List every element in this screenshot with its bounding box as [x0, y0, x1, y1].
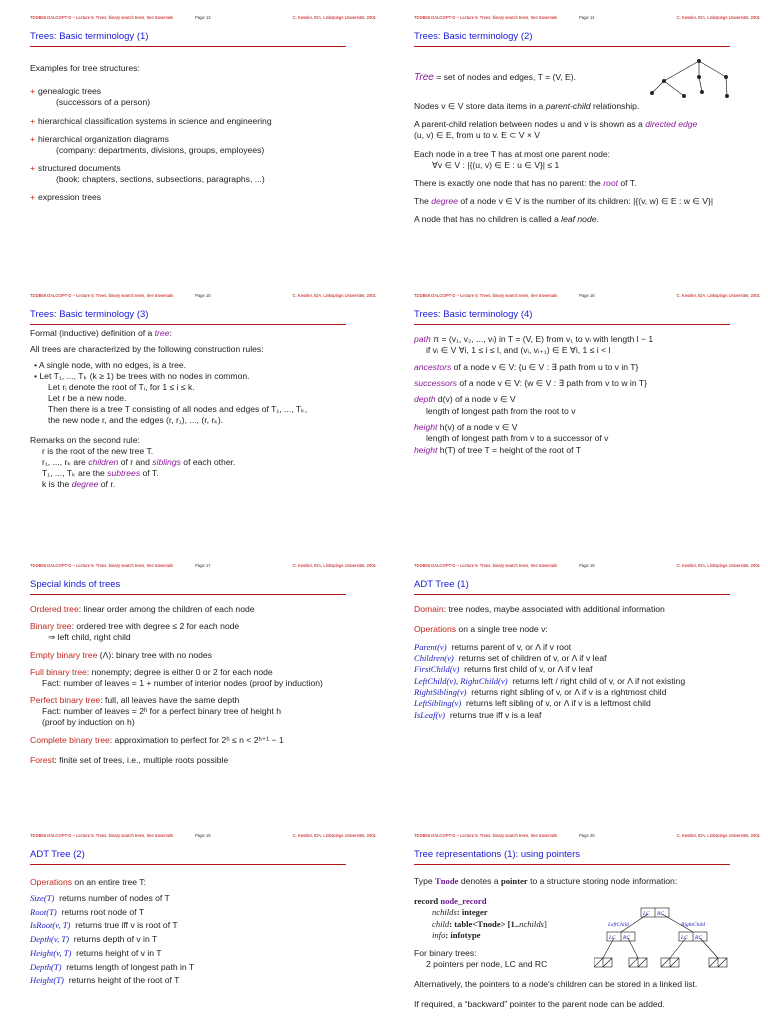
operation-item: Size(T) returns number of nodes of T: [30, 892, 170, 903]
nodes-line: Nodes v ∈ V store data items in a parent-child relationship.: [414, 101, 640, 111]
slide-title: Special kinds of trees: [30, 579, 121, 590]
author: C. Kessler, IDA, Linköpings Universitet, 2001: [676, 293, 760, 298]
operation-item: LeftSibling(v) returns left sibling of v, or Λ if v is a leftmost child: [414, 698, 651, 709]
each-node-line: Each node in a tree T has at most one parent node:: [414, 148, 611, 159]
slide-header: [30, 833, 380, 841]
remark: r₁, ..., rₖ are children of r and siblings of each other.: [42, 457, 236, 467]
slide-18: [414, 548, 764, 788]
slide-body: [414, 71, 760, 225]
operation-item: RightSibling(v) returns right sibling of v, or Λ if v is a rightmost child: [414, 687, 667, 698]
rule-2-line: the new node r, and the edges (r, r₁), ..., (r, rₖ).: [48, 415, 224, 425]
title-rule: [30, 864, 346, 865]
depth-def: depth d(v) of a node v ∈ V: [414, 394, 516, 405]
full-binary-fact: Fact: number of leaves = 1 + number of interior nodes (proof by induction): [42, 677, 323, 688]
remark: T₁, ..., Tₖ are the subtrees of T.: [42, 468, 159, 478]
remarks-heading: Remarks on the second rule:: [30, 435, 140, 445]
remark: r is the root of the new tree T.: [42, 446, 154, 456]
operation-item: Depth(v, T) returns depth of v in T: [30, 934, 158, 944]
slide-16: [414, 278, 764, 518]
operation-item: Height(v, T) returns height of v in T: [30, 947, 162, 958]
operation-item: Children(v) returns set of children of v, or Λ if v leaf: [414, 653, 607, 664]
author: C. Kessler, IDA, Linköpings Universitet, 2001: [292, 15, 376, 20]
leftchild-label: LeftChild: [608, 922, 629, 928]
rc-label: RC: [695, 935, 703, 941]
slide-header: [30, 293, 380, 301]
operation-item: Parent(v) returns parent of v, or Λ if v root: [414, 641, 572, 652]
plus-icon: +: [30, 192, 36, 203]
list-item-sub: (company: departments, divisions, groups, employees): [56, 144, 265, 155]
root-line: There is exactly one node that has no parent: the root of T.: [414, 177, 637, 188]
slide-body: [414, 334, 760, 456]
plus-icon: +: [30, 115, 36, 126]
operations-line: Operations on a single tree node v:: [414, 624, 548, 635]
slide-header: [30, 15, 380, 23]
record-field: info: infotype: [432, 929, 481, 940]
title-rule: [414, 324, 730, 325]
alternative-line: Alternatively, the pointers to a node's children can be stored in a linked list.: [414, 979, 698, 990]
slide-title: ADT Tree (1): [414, 579, 469, 590]
plus-icon: +: [30, 133, 36, 144]
operation-item: IsRoot(v, T) returns true iff v is root of T: [30, 920, 178, 931]
slide-title: Trees: Basic terminology (1): [30, 31, 149, 42]
page-number: Page 17: [195, 563, 211, 568]
perfect-binary-tree: Perfect binary tree: full, all leaves have the same depth: [30, 695, 240, 706]
title-rule: [414, 594, 730, 595]
author: C. Kessler, IDA, Linköpings Universitet, 2001: [292, 563, 376, 568]
successors-def: successors of a node v ∈ V: {w ∈ V : ∃ path from v to w in T}: [414, 378, 647, 389]
perfect-binary-fact: Fact: number of leaves = 2ʰ for a perfect binary tree of height h: [42, 706, 282, 717]
operation-item: Height(T) returns height of the root of T: [30, 975, 180, 986]
page-number: Page 16: [579, 293, 595, 298]
lc-label: LC: [643, 911, 650, 917]
height-def: height h(v) of a node v ∈ V: [414, 422, 518, 433]
title-rule: [30, 324, 346, 325]
author: C. Kessler, IDA, Linköpings Universitet, 2001: [676, 15, 760, 20]
slide-title: Trees: Basic terminology (4): [414, 309, 533, 320]
rightchild-label: RightChild: [681, 922, 706, 928]
binary-tree: Binary tree: ordered tree with degree ≤ 2 for each node: [30, 621, 240, 632]
parent-child-line: A parent-child relation between nodes u and v is shown as a directed edge: [414, 119, 698, 130]
binary-tree-note: ⇒ left child, right child: [48, 632, 131, 643]
slide-17: [30, 548, 380, 788]
operation-item: IsLeaf(v) returns true iff v is a leaf: [414, 709, 542, 720]
full-binary-tree: Full binary tree: nonempty; degree is either 0 or 2 for each node: [30, 666, 273, 677]
course-name: TDDB56 DALGOPT-D – Lecture 5: Trees, binary search trees, tree traversals: [30, 563, 174, 568]
course-name: TDDB56 DALGOPT-D – Lecture 5: Trees, binary search trees, tree traversals: [414, 15, 558, 20]
slide-13: [30, 0, 380, 240]
tree-definition: Tree = set of nodes and edges, T = (V, E).: [414, 72, 577, 83]
slide-body: [30, 328, 376, 490]
path-condition: if vᵢ ∈ V ∀i, 1 ≤ i ≤ l, and (vᵢ, vᵢ₊₁) ∈ E ∀i, 1 ≤ i < l: [426, 345, 611, 356]
list-item: + hierarchical classification systems in science and engineering: [30, 115, 272, 126]
slide-header: [414, 833, 764, 841]
slide-15: [30, 278, 380, 518]
page-number: Page 15: [195, 293, 211, 298]
ordered-tree: Ordered tree: linear order among the children of each node: [30, 604, 255, 614]
depth-desc: length of longest path from the root to v: [426, 405, 576, 416]
plus-icon: +: [30, 163, 36, 174]
list-item: + expression trees: [30, 192, 102, 203]
leaf-line: A node that has no children is called a leaf node.: [414, 214, 599, 225]
course-name: TDDB56 DALGOPT-D – Lecture 5: Trees, binary search trees, tree traversals: [30, 293, 174, 298]
rc-label: RC: [657, 911, 665, 917]
page-number: Page 13: [195, 15, 211, 20]
author: C. Kessler, IDA, Linköpings Universitet, 2001: [292, 293, 376, 298]
title-rule: [414, 46, 730, 47]
complete-binary-tree: Complete binary tree: approximation to perfect for 2ʰ ≤ n < 2ʰ⁺¹ − 1: [30, 734, 284, 745]
slide-20: [414, 818, 764, 1022]
rule-2: • Let T₁, ..., Tₖ (k ≥ 1) be trees with no nodes in common.: [34, 371, 250, 381]
operation-item: LeftChild(v), RightChild(v) returns left / right child of v, or Λ if not existing: [414, 675, 686, 686]
list-item: + hierarchical organization diagrams: [30, 133, 169, 144]
course-name: TDDB56 DALGOPT-D – Lecture 5: Trees, binary search trees, tree traversals: [414, 563, 558, 568]
backward-line: If required, a “backward” pointer to the parent node can be added.: [414, 999, 665, 1010]
lc-label: LC: [609, 935, 616, 941]
slide-body: [414, 604, 760, 721]
each-node-formula: ∀v ∈ V : |{(u, v) ∈ E : u ∈ V}| ≤ 1: [432, 159, 560, 170]
rc-label: RC: [623, 935, 631, 941]
course-name: TDDB56 DALGOPT-D – Lecture 5: Trees, binary search trees, tree traversals: [30, 833, 174, 838]
slide-header: [414, 15, 764, 23]
operation-item: Root(T) returns root node of T: [30, 906, 144, 917]
slide-19: [30, 818, 380, 1018]
record-line: record node_record: [414, 896, 487, 907]
record-field: nchilds: integer: [432, 907, 488, 918]
title-rule: [30, 594, 346, 595]
all-trees-line: All trees are characterized by the following construction rules:: [30, 344, 264, 354]
page-number: Page 19: [195, 833, 211, 838]
slide-header: [414, 563, 764, 571]
operations-line: Operations on an entire tree T:: [30, 877, 146, 887]
rule-1: • A single node, with no edges, is a tree.: [34, 360, 187, 370]
slide-14: [414, 0, 764, 240]
slide-body: [30, 876, 376, 988]
path-def: path π = (v₁, v₂, ..., vₗ) in T = (V, E) from v₁ to vₗ with length l − 1: [414, 334, 654, 344]
ancestors-def: ancestors of a node v ∈ V: {u ∈ V : ∃ path from u to v in T}: [414, 361, 639, 372]
page-number: Page 14: [579, 15, 595, 20]
list-item-sub: (book: chapters, sections, subsections, paragraphs, ...): [56, 174, 265, 185]
author: C. Kessler, IDA, Linköpings Universitet, 2001: [676, 563, 760, 568]
slide-title: Trees: Basic terminology (2): [414, 31, 533, 42]
slide-body: [30, 604, 376, 766]
title-rule: [414, 864, 730, 865]
height-desc: length of longest path from v to a successor of v: [426, 433, 609, 444]
list-item-sub: (successors of a person): [56, 97, 151, 108]
author: C. Kessler, IDA, Linköpings Universitet, 2001: [676, 833, 760, 838]
operation-item: Depth(T) returns length of longest path in T: [30, 961, 195, 972]
intro-text: Examples for tree structures:: [30, 63, 140, 73]
binary-line: For binary trees:: [414, 947, 477, 958]
remark: k is the degree of r.: [42, 479, 116, 489]
slide-title: ADT Tree (2): [30, 849, 85, 860]
slide-title: Trees: Basic terminology (3): [30, 309, 149, 320]
page-number: Page 20: [579, 833, 595, 838]
slide-header: [414, 293, 764, 301]
rule-2-line: Let rᵢ denote the root of Tᵢ, for 1 ≤ i ≤ k.: [48, 382, 195, 392]
course-name: TDDB56 DALGOPT-D – Lecture 5: Trees, binary search trees, tree traversals: [414, 293, 558, 298]
forest: Forest: finite set of trees, i.e., multiple roots possible: [30, 754, 229, 765]
slide-header: [30, 563, 380, 571]
binary-sub: 2 pointers per node, LC and RC: [426, 959, 548, 970]
tree-height-def: height h(T) of tree T = height of the root of T: [414, 444, 581, 455]
pointer-diagram: [594, 906, 734, 970]
degree-line: The degree of a node v ∈ V is the number of its children: |{(v, w) ∈ E : w ∈ V}|: [414, 196, 714, 207]
empty-binary-tree: Empty binary tree (Λ): binary tree with no nodes: [30, 649, 213, 660]
operation-item: FirstChild(v) returns first child of v, or Λ if v leaf: [414, 664, 593, 675]
plus-icon: +: [30, 86, 36, 97]
slide-title: Tree representations (1): using pointers: [414, 849, 580, 860]
course-name: TDDB56 DALGOPT-D – Lecture 5: Trees, binary search trees, tree traversals: [30, 15, 174, 20]
domain-line: Domain: tree nodes, maybe associated with additional information: [414, 604, 665, 614]
page-number: Page 18: [579, 563, 595, 568]
list-item: + structured documents: [30, 163, 121, 174]
lc-label: LC: [681, 935, 688, 941]
record-field: child: table<Tnode> [1..nchilds]: [432, 918, 547, 929]
rule-2-line: Then there is a tree T consisting of all nodes and edges of T₁, ..., Tₖ,: [48, 404, 308, 414]
list-item: + genealogic trees: [30, 86, 102, 97]
type-line: Type Tnode denotes a pointer to a structure storing node information:: [414, 876, 678, 886]
edge-line: (u, v) ∈ E, from u to v. E ⊂ V × V: [414, 130, 541, 141]
title-rule: [30, 46, 346, 47]
tree-node: [697, 59, 700, 62]
course-name: TDDB56 DALGOPT-D – Lecture 5: Trees, binary search trees, tree traversals: [414, 833, 558, 838]
slide-body: [30, 63, 376, 204]
perfect-binary-proof: (proof by induction on h): [42, 717, 135, 728]
author: C. Kessler, IDA, Linköpings Universitet, 2001: [292, 833, 376, 838]
formal-line: Formal (inductive) definition of a tree:: [30, 328, 172, 338]
rule-2-line: Let r be a new node.: [48, 393, 127, 403]
